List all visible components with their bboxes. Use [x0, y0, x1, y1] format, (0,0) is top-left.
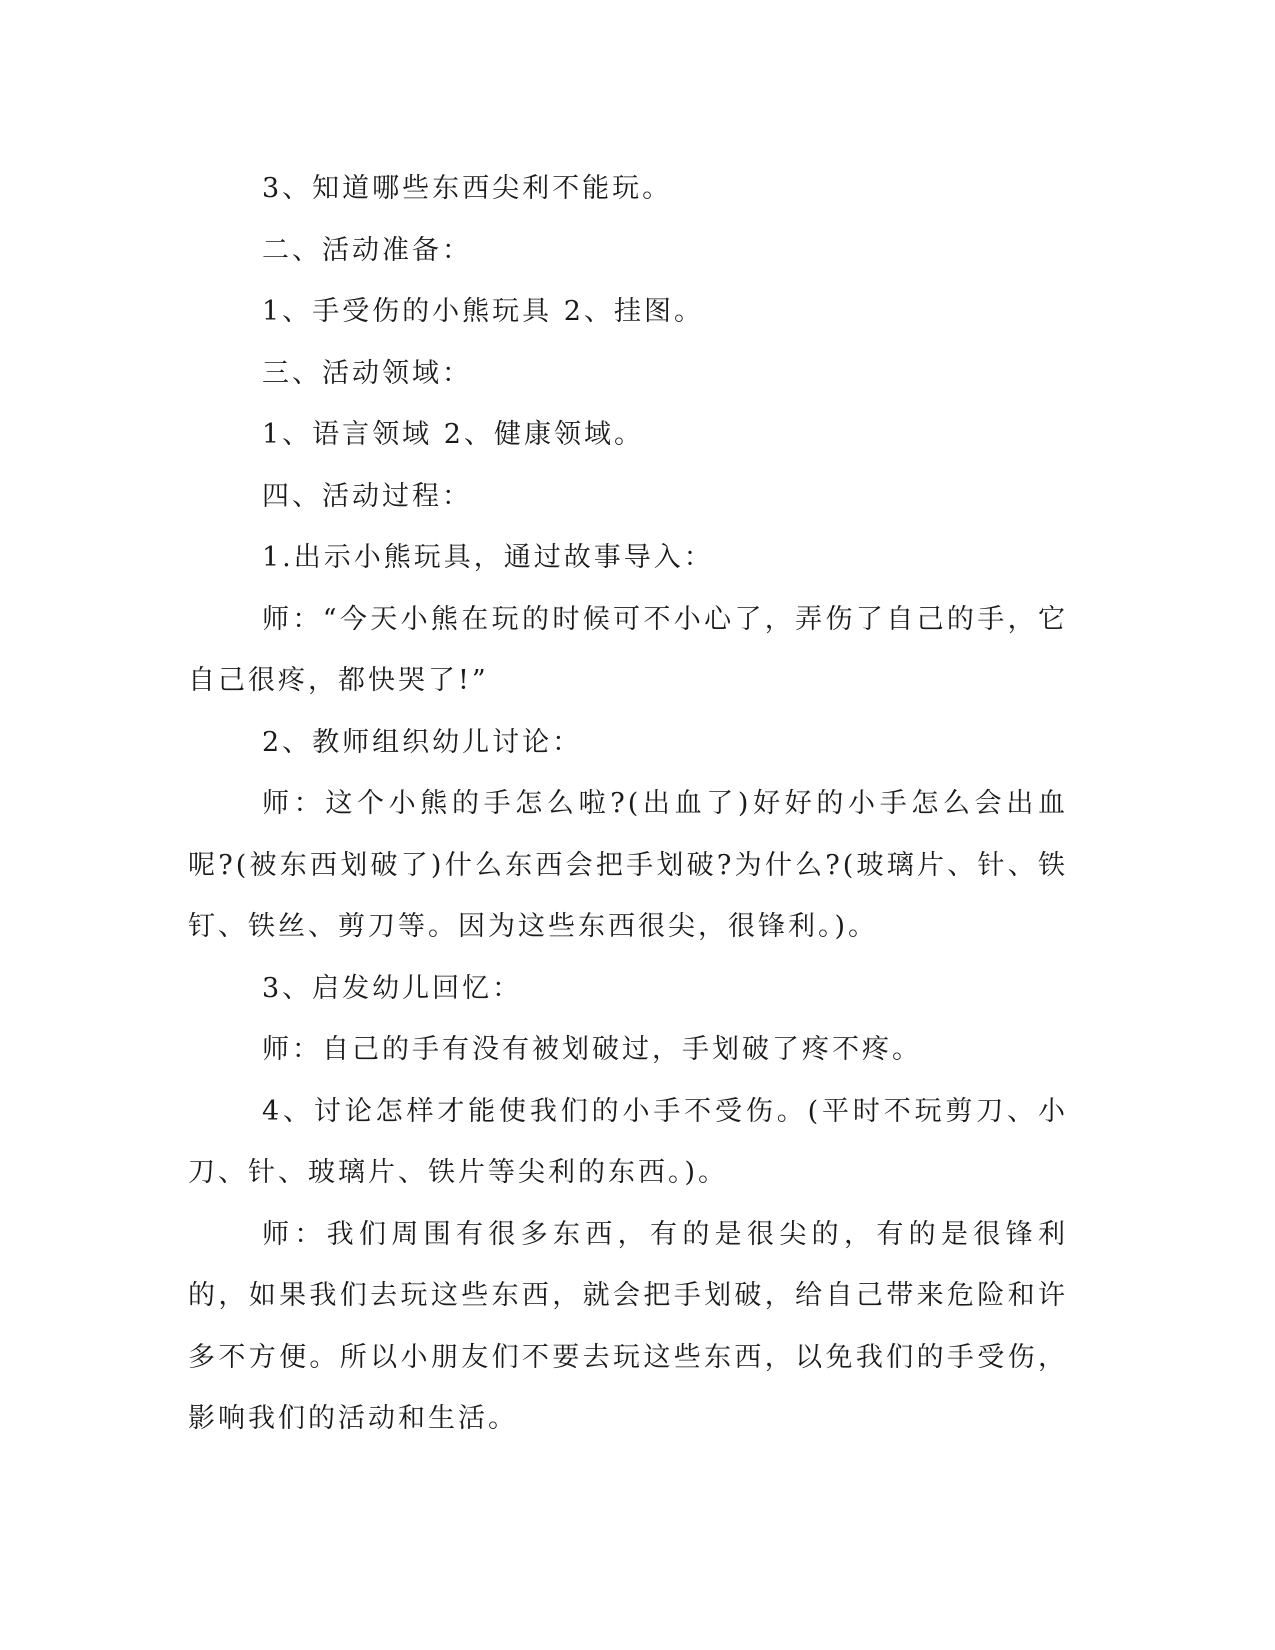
paragraph-teacher-story: 师：“今天小熊在玩的时候可不小心了，弄伤了自己的手，它自己很疼，都快哭了!”: [188, 603, 1068, 696]
paragraph-step-3: 3、启发幼儿回忆：: [262, 972, 523, 1004]
paragraph-step-1: 1.出示小熊玩具，通过故事导入：: [262, 542, 714, 573]
paragraph-preparation-items: 1、手受伤的小熊玩具 2、挂图。: [262, 296, 704, 327]
paragraph-domain-items: 1、语言领域 2、健康领域。: [262, 419, 644, 450]
document-body: [188, 158, 1068, 1450]
heading-preparation: 二、活动准备：: [262, 234, 472, 266]
paragraph-teacher-summary: 师：我们周围有很多东西，有的是很尖的，有的是很锋利的，如果我们去玩这些东西，就会把手划破，给自己带来危险和许多不方便。所以小朋友们不要去玩这些东西，以免我们的手受伤，影响我们的活动和生活。: [188, 1218, 1068, 1434]
paragraph-step-4: 4、讨论怎样才能使我们的小手不受伤。(平时不玩剪刀、小刀、针、玻璃片、铁片等尖利的东西。)。: [188, 1095, 1068, 1188]
paragraph-teacher-discussion: 师：这个小熊的手怎么啦?(出血了)好好的小手怎么会出血呢?(被东西划破了)什么东西会把手划破?为什么?(玻璃片、针、铁钉、铁丝、剪刀等。因为这些东西很尖，很锋利。)。: [188, 788, 1068, 942]
heading-process: 四、活动过程：: [262, 480, 472, 512]
paragraph-objective-3: 3、知道哪些东西尖利不能玩。: [262, 173, 673, 204]
paragraph-step-2: 2、教师组织幼儿讨论：: [262, 726, 583, 758]
heading-domain: 三、活动领域：: [262, 357, 472, 389]
paragraph-teacher-recall: 师：自己的手有没有被划破过，手划破了疼不疼。: [262, 1034, 922, 1065]
